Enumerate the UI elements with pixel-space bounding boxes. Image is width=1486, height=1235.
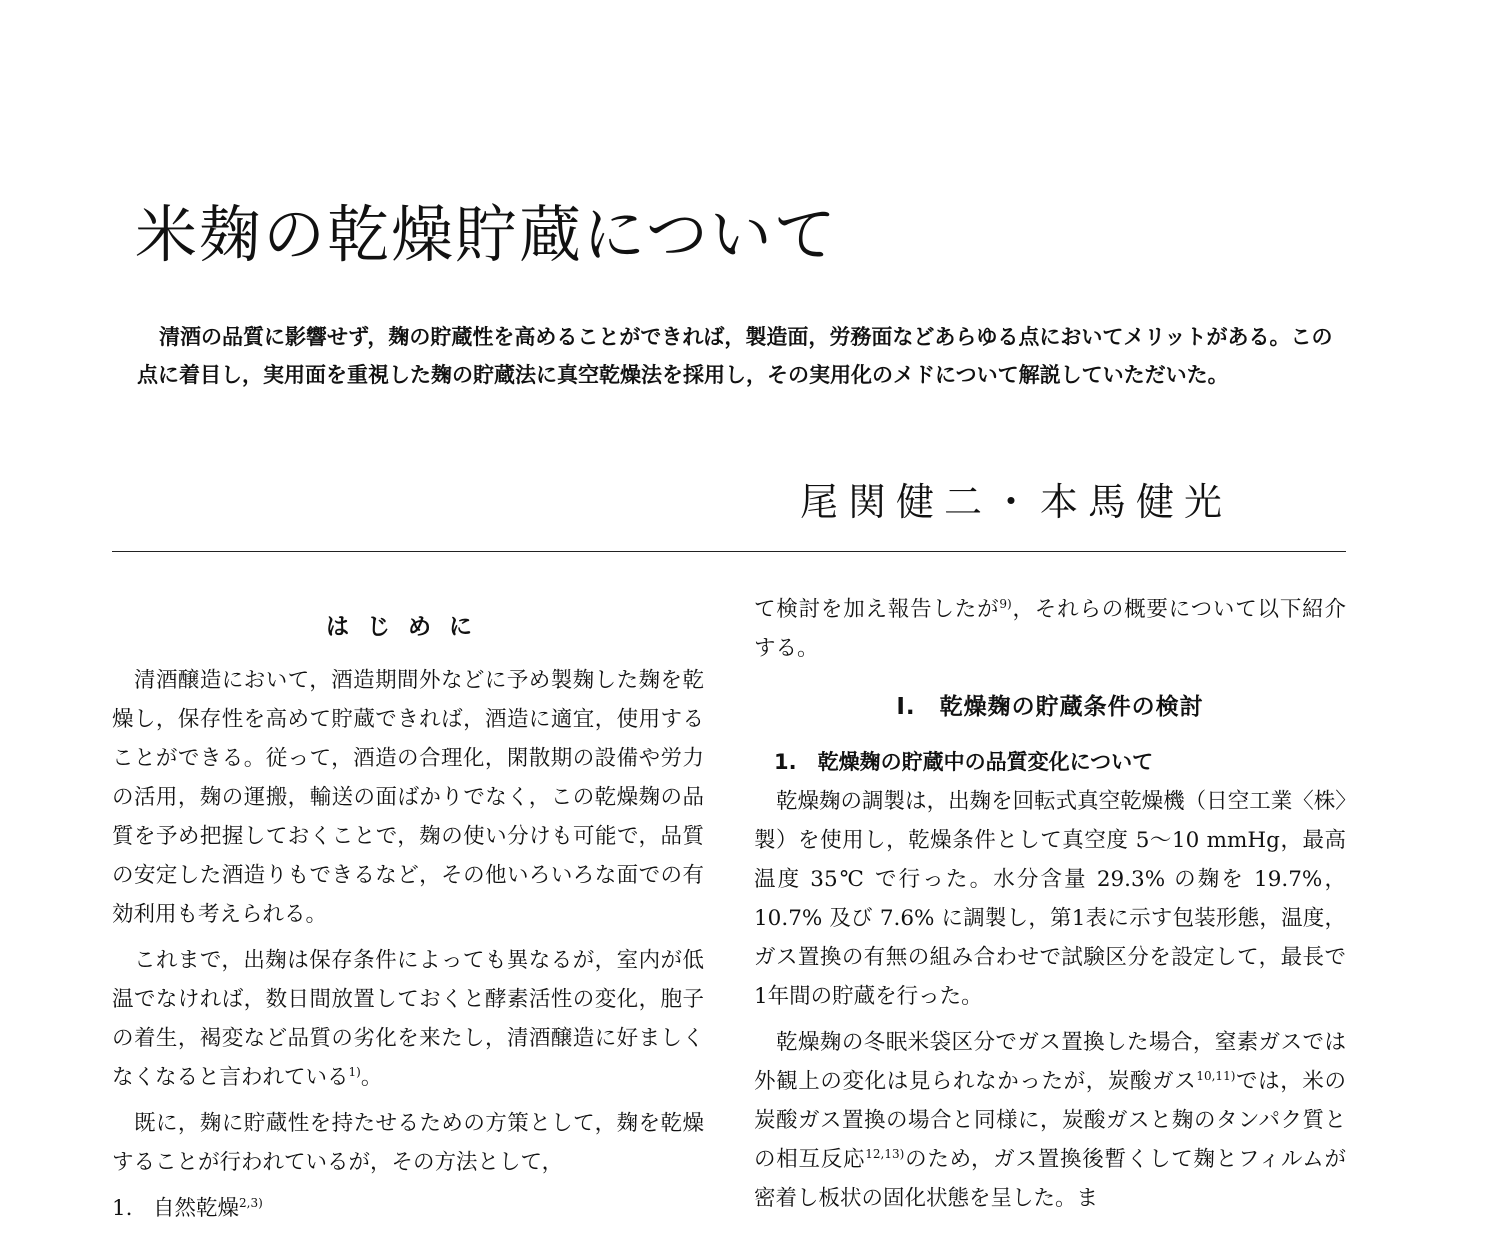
citation-ref: 9) [999,596,1012,611]
intro-paragraph-2-text: これまで，出麹は保存条件によっても異なるが，室内が低温でなければ，数日間放置しておくと酵素活性の変化，胞子の着生，褐変など品質の劣化を来たし，清酒醸造に好ましくなくなると言われている [112,948,704,1090]
citation-ref: 2,3) [239,1195,263,1210]
left-column [112,590,704,1235]
article-authors: 尾関健二・本馬健光 [800,480,1233,524]
citation-ref: 12,13) [865,1146,905,1161]
continued-paragraph [754,590,1346,668]
intro-paragraph-1: 清酒醸造において，酒造期間外などに予め製麹した麹を乾燥し，保存性を高めて貯蔵できれば，酒造に適宜，使用することができる。従って，酒造の合理化，閑散期の設備や労力の活用，麹の運搬，輸送の面ばかりでなく，この乾燥麹の品質を予め把握しておくことで，麹の使い分けも可能で，品質の安定した酒造りもできるなど，その他いろいろな面での有効利用も考えられる。 [112,668,704,927]
intro-paragraph-3: 既に，麹に貯蔵性を持たせるための方策として，麹を乾燥することが行われているが，その方法として， [112,1111,704,1175]
continued-paragraph-text: て検討を加え報告したが [754,597,1000,622]
body-paragraph-2 [754,1023,1346,1218]
intro-paragraph-2-end: 。 [360,1065,383,1090]
citation-ref: 10,11) [1196,1068,1236,1083]
section-heading-introduction: はじめに [326,614,490,640]
intro-paragraph-2 [112,941,704,1097]
citation-ref: 1) [348,1064,361,1079]
body-paragraph-2-b: では，米の炭酸ガス置換の場合と同様に，炭酸ガスと麹のタンパク質との相互反応 [754,1069,1346,1172]
body-paragraph-1: 乾燥麹の調製は，出麹を回転式真空乾燥機（日空工業〈株〉製）を使用し，乾燥条件として真空度 5～10 mmHg，最高温度 35℃ で行った。水分含量 29.3% の麹を 19.7%，10.7% 及び 7.6% に調製し，第1表に示す包装形態，温度，ガス置換の有無の組み合わせで試験区分を設定して，最長で1年間の貯蔵を行った。 [754,789,1346,1009]
article-lead: 清酒の品質に影響せず，麹の貯蔵性を高めることができれば，製造面，労務面などあらゆる点においてメリットがある。この点に着目し，実用面を重視した麹の貯蔵法に真空乾燥法を採用し，その実用化のメドについて解説していただいた。 [137,325,1333,387]
body-paragraph-2-c: のため，ガス置換後暫くして麹とフィルムが密着し板状の固化状態を呈した。ま [754,1147,1346,1211]
article-title: 米麹の乾燥貯蔵について [135,198,838,271]
subsection-heading-1-1: 1. 乾燥麹の貯蔵中の品質変化について [774,750,1154,774]
right-column [754,590,1346,1225]
list-item [112,1189,704,1228]
body-paragraph-2-a: 乾燥麹の冬眠米袋区分でガス置換した場合，窒素ガスでは外観上の変化は見られなかったが，炭酸ガス [754,1030,1346,1094]
list-item-number: 1. [112,1196,133,1221]
header-divider [112,551,1346,552]
list-item-text: 自然乾燥 [153,1196,240,1221]
continued-paragraph-end: ，それらの概要について以下紹介する。 [754,597,1346,661]
section-heading-1: I. 乾燥麹の貯蔵条件の検討 [896,694,1204,720]
